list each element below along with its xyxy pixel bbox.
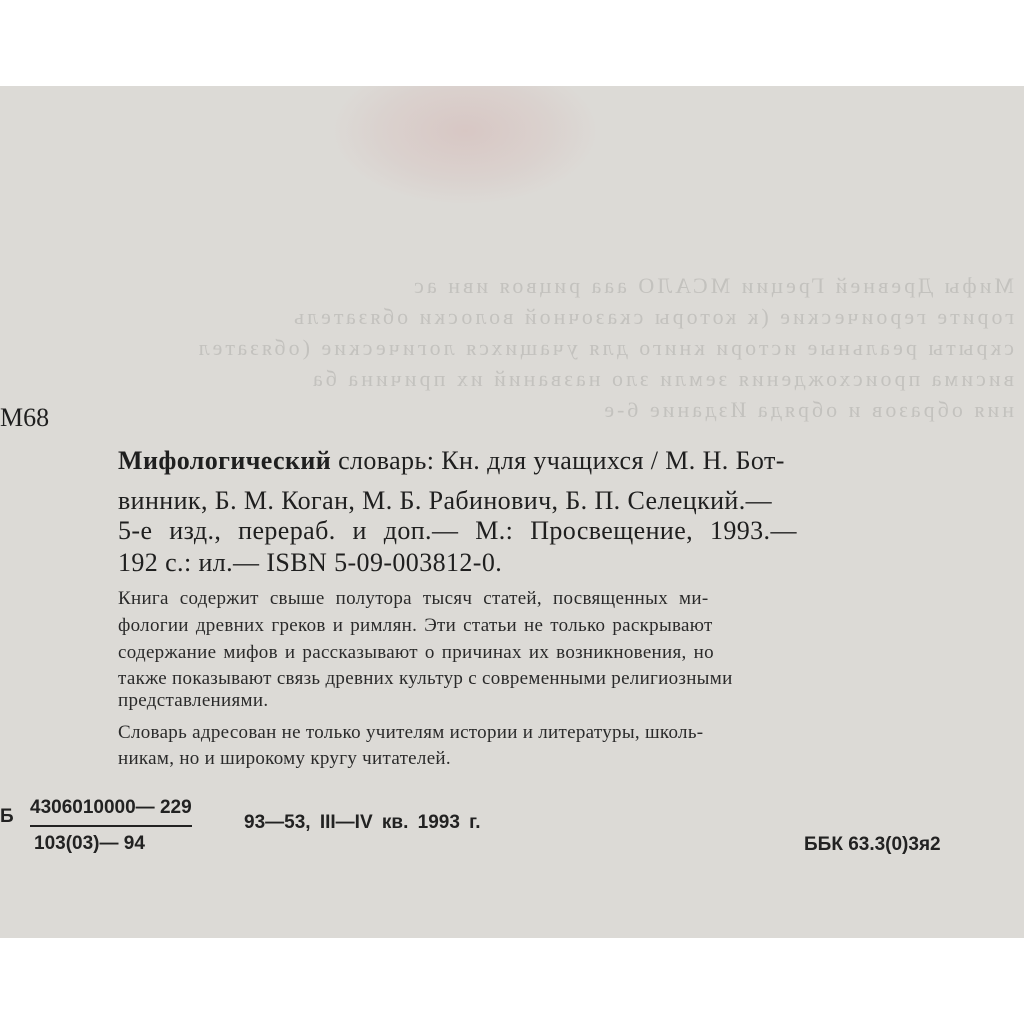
annotation-line-5: представлениями.	[118, 690, 269, 711]
footer-denominator: 103(03)— 94	[34, 833, 145, 854]
entry-line-1	[118, 446, 785, 476]
entry-line-4: 192 с.: ил.— ISBN 5-09-003812-0.	[118, 548, 503, 577]
annotation-line-6: Словарь адресован не только учителям истории и литературы, школь-	[118, 722, 704, 743]
footer-bbk: ББК 63.3(0)3я2	[804, 834, 941, 855]
show-through-text: Мифы Древней Греции МСАЛО ааа рицвоя ивн ас горите героические (к которы сказочной волоски обязатель скрыты реальные истори книго для учащихся логические (обязател висима происхождения земли зло названий их причина ба ния образов и обряда Издание 6-е	[195, 273, 1014, 422]
entry-title: Мифологический	[118, 446, 332, 475]
catalog-code: М68	[0, 403, 50, 432]
annotation-line-2: фологии древних греков и римлян. Эти статьи не только раскрывают	[118, 615, 713, 636]
footer-numerator	[30, 797, 192, 827]
annotation-line-4: также показывают связь древних культур с современными религиозными	[118, 668, 733, 689]
annotation-line-7: никам, но и широкому кругу читателей.	[118, 748, 451, 769]
faded-stamp	[330, 86, 600, 206]
entry-line-3: 5-е изд., перераб. и доп.— М.: Просвещение, 1993.—	[118, 516, 797, 545]
annotation-line-3: содержание мифов и рассказывают о причинах их возникновения, но	[118, 642, 714, 663]
footer-plan: 93—53, III—IV кв. 1993 г.	[244, 812, 481, 833]
entry-line-2: винник, Б. М. Коган, М. Б. Рабинович, Б. П. Селецкий.—	[118, 486, 773, 515]
entry-line-1-rest: словарь: Кн. для учащихся / М. Н. Бот-	[338, 446, 785, 475]
annotation-line-1: Книга содержит свыше полутора тысяч статей, посвященных ми-	[118, 588, 709, 609]
footer-letter: Б	[0, 806, 14, 827]
footer-numerator-text: 4306010000— 229	[30, 797, 192, 818]
